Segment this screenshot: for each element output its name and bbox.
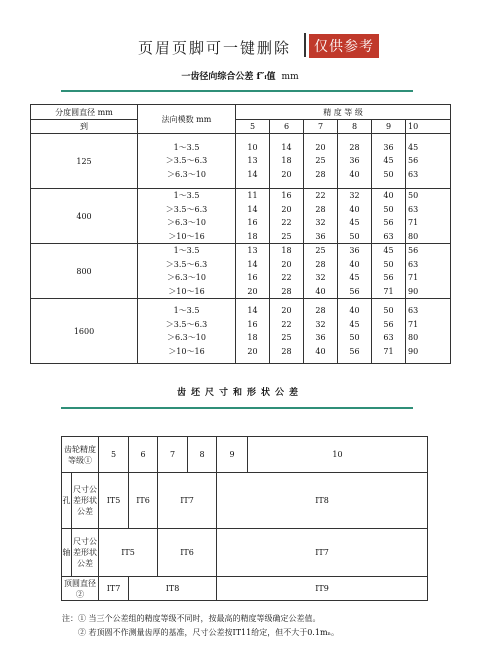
grade-header: 10 (248, 437, 428, 473)
diameter-cell: 125 (31, 134, 138, 189)
diameter-cell: 800 (31, 244, 138, 299)
tol-cell: IT7 (158, 473, 217, 529)
tolerance-cell (304, 189, 338, 244)
tolerance-cell (372, 244, 406, 299)
module-range: ＞6.3～10 (167, 333, 206, 342)
shaft-sub: 尺寸公差形状公差 (72, 529, 99, 577)
note-label: 注： (62, 614, 78, 623)
tolerance-value: 16 (247, 218, 258, 227)
tol-cell: IT6 (158, 529, 217, 577)
module-range: ＞3.5～6.3 (165, 156, 208, 166)
note-text: ① 当三个公差组的精度等级不同时，按最高的精度等级确定公差值。 (78, 614, 321, 623)
tolerance-value: 45 (383, 246, 394, 255)
title-underline (61, 90, 413, 92)
tolerance-value: 71 (408, 319, 419, 329)
tolerance-cell (236, 244, 270, 299)
tolerance-value: 63 (408, 259, 419, 269)
tolerance-value: 56 (408, 246, 419, 255)
tolerance-value: 56 (408, 156, 419, 166)
tolerance-value: 63 (383, 333, 394, 342)
tolerance-value: 40 (349, 259, 360, 269)
tolerance-value: 25 (315, 246, 326, 255)
tolerance-value: 71 (408, 218, 419, 227)
grade-header: 7 (158, 437, 188, 473)
tolerance-value: 28 (315, 306, 326, 315)
note-1 (62, 612, 339, 626)
tolerance-value: 40 (349, 306, 360, 315)
shaft-label: 轴 (62, 529, 72, 577)
tolerance-value: 28 (315, 204, 326, 214)
tolerance-value: 16 (247, 273, 258, 282)
grade-header: 5 (99, 437, 129, 473)
tolerance-value: 18 (247, 231, 258, 241)
module-range: ＞10～16 (168, 231, 205, 241)
tolerance-cell (372, 189, 406, 244)
table1-unit: mm (281, 72, 299, 82)
tolerance-value: 14 (247, 204, 258, 214)
header-grade: 精 度 等 级 (236, 105, 451, 120)
tolerance-value: 90 (408, 346, 419, 356)
grade-header: 8 (338, 120, 372, 134)
grade-header: 6 (270, 120, 304, 134)
tolerance-value: 18 (281, 156, 292, 166)
tolerance-cell (406, 134, 451, 189)
tol-cell: IT5 (99, 473, 129, 529)
tolerance-value: 25 (281, 333, 292, 342)
tolerance-value: 18 (247, 333, 258, 342)
tolerance-value: 45 (383, 156, 394, 166)
tolerance-value: 63 (383, 231, 394, 241)
tol-cell: IT9 (217, 577, 428, 601)
module-cell (138, 244, 236, 299)
tolerance-value: 20 (247, 286, 258, 296)
tolerance-cell (304, 134, 338, 189)
diameter-cell: 400 (31, 189, 138, 244)
tol-cell: IT6 (129, 473, 158, 529)
tolerance-value: 28 (315, 169, 326, 179)
tolerance-cell (270, 189, 304, 244)
tolerance-value: 20 (281, 204, 292, 214)
table1-title (0, 69, 480, 82)
hole-sub: 尺寸公差形状公差 (72, 473, 99, 529)
tolerance-value: 20 (315, 142, 326, 152)
grade-header: 9 (217, 437, 248, 473)
tolerance-cell (372, 134, 406, 189)
tolerance-value: 50 (383, 204, 394, 214)
tolerance-cell (270, 244, 304, 299)
tolerance-value: 28 (281, 346, 292, 356)
tolerance-value: 71 (383, 286, 394, 296)
tolerance-value: 14 (247, 306, 258, 315)
table1-title-text: 一齿径向综合公差 f″ᵢ值 (181, 72, 276, 82)
tolerance-value: 18 (281, 246, 292, 255)
tolerance-value: 80 (408, 333, 419, 342)
blank-tolerance-table (61, 436, 428, 601)
header-diameter: 分度圆直径 mm (31, 105, 138, 120)
tolerance-cell (338, 244, 372, 299)
tol-cell: IT7 (217, 529, 428, 577)
tolerance-value: 56 (383, 319, 394, 329)
grade-header: 6 (129, 437, 158, 473)
module-cell (138, 189, 236, 244)
tolerance-value: 11 (247, 191, 258, 200)
tolerance-value: 25 (281, 231, 292, 241)
grade-header: 8 (188, 437, 217, 473)
module-range: 1～3.5 (173, 142, 200, 152)
tolerance-value: 45 (408, 142, 419, 152)
tolerance-value: 50 (408, 191, 419, 200)
grade-header: 9 (372, 120, 406, 134)
module-cell (138, 134, 236, 189)
tolerance-value: 36 (349, 246, 360, 255)
tol-cell: IT8 (217, 473, 428, 529)
module-range: ＞6.3～10 (167, 218, 206, 227)
reference-stamp: 仅供参考 (309, 34, 379, 58)
module-range: ＞10～16 (168, 286, 205, 296)
tolerance-cell (270, 134, 304, 189)
tolerance-value: 32 (349, 191, 360, 200)
module-range: 1～3.5 (173, 246, 200, 255)
tolerance-value: 36 (315, 333, 326, 342)
tolerance-value: 22 (281, 319, 292, 329)
tolerance-value: 50 (383, 306, 394, 315)
tolerance-value: 63 (408, 169, 419, 179)
tolerance-value: 40 (349, 169, 360, 179)
tolerance-value: 45 (349, 218, 360, 227)
module-cell (138, 299, 236, 364)
tolerance-value: 20 (281, 259, 292, 269)
module-range: ＞6.3～10 (167, 273, 206, 282)
grade-header: 5 (236, 120, 270, 134)
tolerance-value: 50 (349, 333, 360, 342)
header-to: 到 (31, 120, 138, 134)
tol-cell: IT7 (99, 577, 129, 601)
tolerance-value: 36 (349, 156, 360, 166)
tolerance-value: 50 (383, 169, 394, 179)
tolerance-value: 56 (383, 273, 394, 282)
page-header-text: 页眉页脚可一键删除 (138, 39, 292, 57)
tolerance-cell (304, 244, 338, 299)
grade-header: 7 (304, 120, 338, 134)
tolerance-cell (304, 299, 338, 364)
tolerance-value: 63 (408, 204, 419, 214)
tolerance-value: 16 (247, 319, 258, 329)
tolerance-cell (406, 244, 451, 299)
tolerance-cell (372, 299, 406, 364)
tolerance-value: 20 (281, 169, 292, 179)
tolerance-value: 16 (281, 191, 292, 200)
tolerance-value: 90 (408, 286, 419, 296)
header-divider (304, 33, 306, 57)
note-2 (62, 626, 339, 640)
tolerance-value: 22 (315, 191, 326, 200)
module-range: ＞3.5～6.3 (165, 204, 208, 214)
tolerance-value: 14 (247, 169, 258, 179)
tolerance-value: 56 (383, 218, 394, 227)
module-range: ＞3.5～6.3 (165, 259, 208, 269)
tolerance-value: 40 (315, 346, 326, 356)
tolerance-value: 14 (281, 142, 292, 152)
tolerance-value: 14 (247, 259, 258, 269)
table-notes (62, 612, 339, 640)
tol-cell: IT8 (129, 577, 217, 601)
tolerance-value: 45 (349, 319, 360, 329)
tolerance-value: 40 (383, 191, 394, 200)
tolerance-cell (406, 189, 451, 244)
grade-header: 10 (406, 120, 451, 134)
tolerance-cell (338, 134, 372, 189)
table2-title: 齿坯尺寸和形状公差 (176, 388, 303, 398)
tolerance-value: 32 (315, 319, 326, 329)
tolerance-cell (338, 189, 372, 244)
hole-label: 孔 (62, 473, 72, 529)
tolerance-value: 36 (315, 231, 326, 241)
module-range: ＞6.3～10 (167, 169, 206, 179)
tolerance-value: 25 (315, 156, 326, 166)
tolerance-value: 28 (349, 142, 360, 152)
tolerance-value: 56 (349, 286, 360, 296)
diameter-cell: 1600 (31, 299, 138, 364)
tolerance-value: 20 (247, 346, 258, 356)
tolerance-value: 22 (281, 273, 292, 282)
tolerance-cell (270, 299, 304, 364)
tolerance-value: 50 (349, 231, 360, 241)
title-underline (61, 407, 413, 409)
tolerance-value: 45 (349, 273, 360, 282)
module-range: ＞3.5～6.3 (165, 319, 208, 329)
module-range: 1～3.5 (173, 191, 200, 200)
tolerance-value: 56 (349, 346, 360, 356)
tolerance-value: 80 (408, 231, 419, 241)
note-text: ② 若顶圆不作测量齿厚的基准，尺寸公差按IT11给定，但不大于0.1mₙ。 (78, 628, 339, 637)
tolerance-value: 22 (281, 218, 292, 227)
tolerance-value: 28 (281, 286, 292, 296)
tolerance-value: 32 (315, 273, 326, 282)
module-range: ＞10～16 (168, 346, 205, 356)
module-range: 1～3.5 (173, 306, 200, 315)
tolerance-value: 32 (315, 218, 326, 227)
tolerance-value: 40 (315, 286, 326, 296)
tolerance-value: 63 (408, 306, 419, 315)
header-module: 法向模数 mm (138, 105, 236, 134)
tolerance-value: 20 (281, 306, 292, 315)
tolerance-cell (236, 134, 270, 189)
tolerance-value: 71 (408, 273, 419, 282)
radial-tolerance-table (30, 104, 451, 364)
grade-label: 齿轮精度等级① (62, 437, 99, 473)
tolerance-cell (236, 189, 270, 244)
tolerance-value: 50 (383, 259, 394, 269)
tolerance-value: 40 (349, 204, 360, 214)
tolerance-cell (338, 299, 372, 364)
tol-cell: IT5 (99, 529, 158, 577)
tolerance-value: 10 (247, 142, 258, 152)
tolerance-value: 13 (247, 156, 258, 166)
tolerance-cell (236, 299, 270, 364)
tolerance-value: 28 (315, 259, 326, 269)
tolerance-cell (406, 299, 451, 364)
tolerance-value: 36 (383, 142, 394, 152)
tolerance-value: 13 (247, 246, 258, 255)
tip-diameter-label: 顶圆直径② (62, 577, 99, 601)
tolerance-value: 71 (383, 346, 394, 356)
